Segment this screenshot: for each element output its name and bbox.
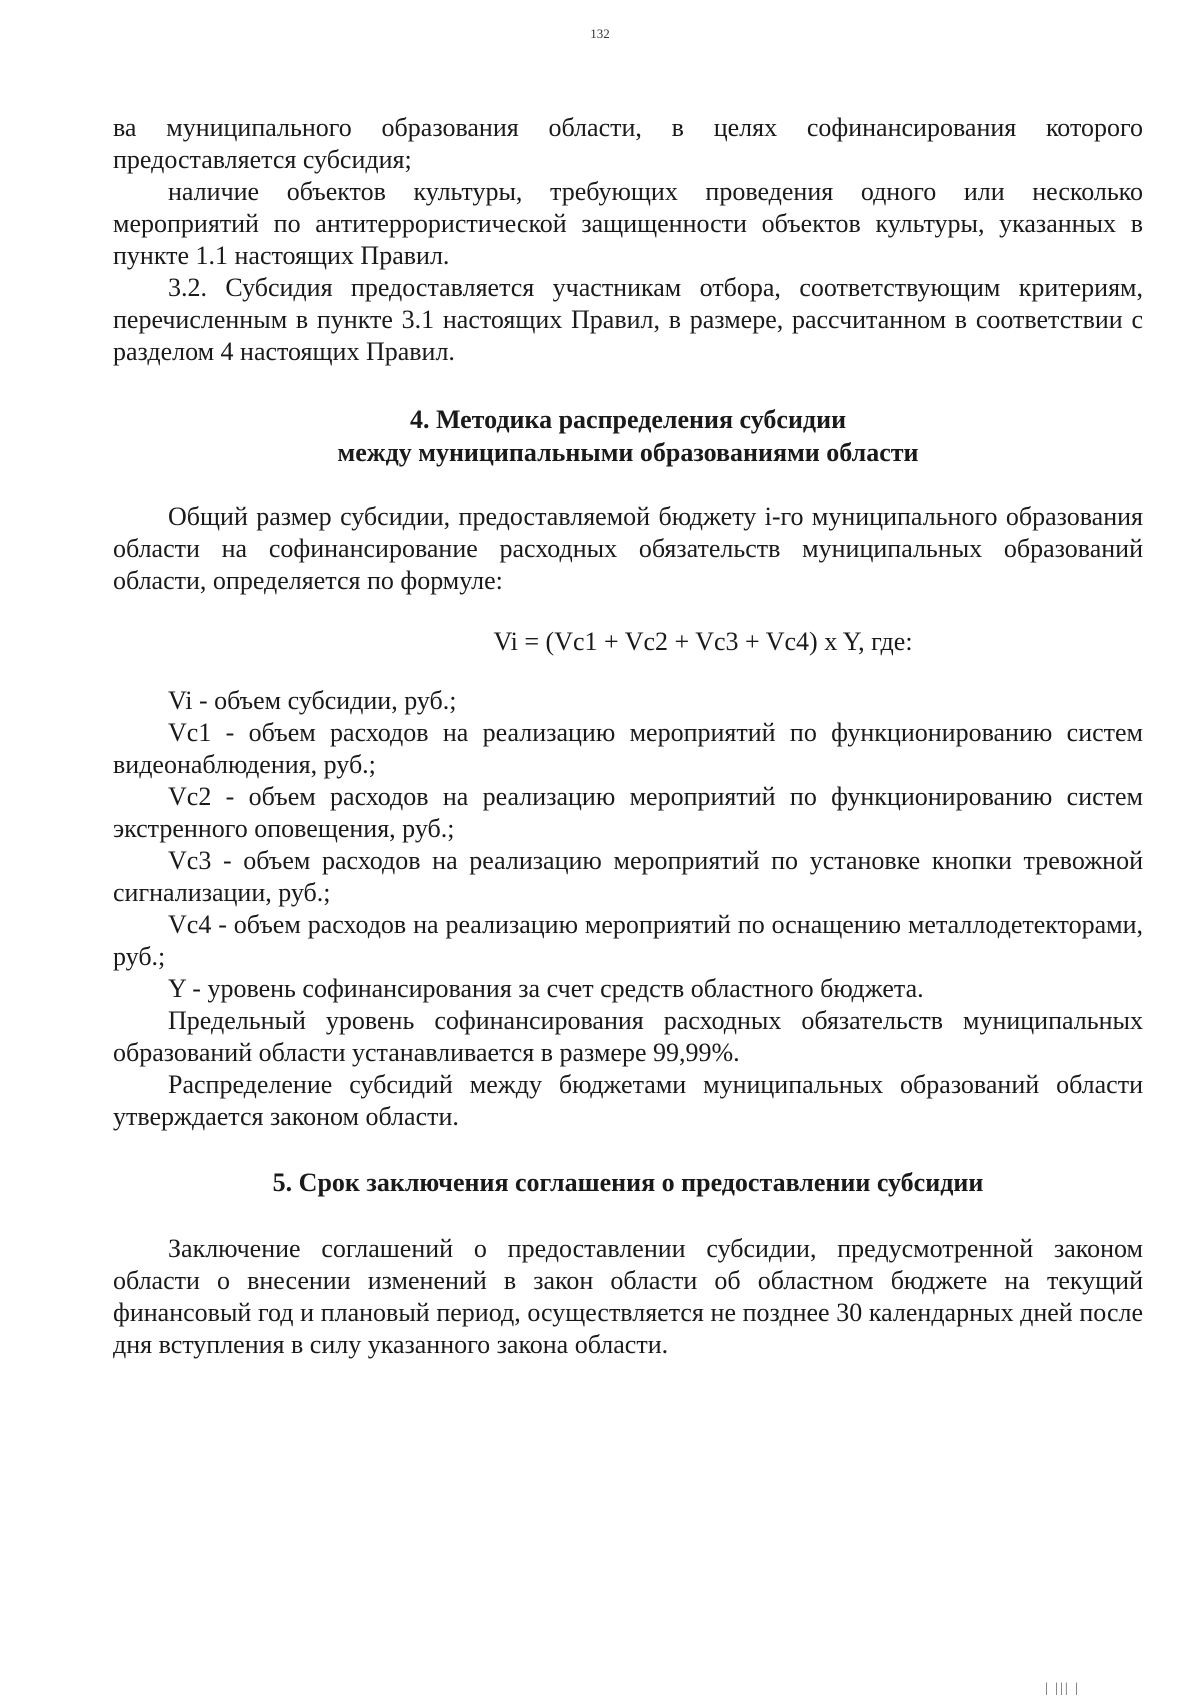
scan-marks: | ||| | — [1044, 1681, 1080, 1696]
page-number: 132 — [590, 26, 610, 41]
document-body — [113, 112, 1143, 1361]
paragraph-criterion: наличие объектов культуры, требующих проведения одного или несколько мероприятий по антитеррористической защищенности объектов культуры, указанных в пункте 1.1 настоящих Правил. — [113, 177, 1143, 270]
paragraph-3-2: 3.2. Субсидия предоставляется участникам отбора, соответствующим критериям, перечисленным в пункте 3.1 настоящих Правил, в размере, рассчитанном в соответствии с разделом 4 настоящих Правил. — [113, 273, 1143, 366]
paragraph-formula-intro: Общий размер субсидии, предоставляемой бюджету i-го муниципального образования области на софинансирование расходных обязательств муниципальных образований области, определяется по формуле: — [113, 502, 1143, 595]
section-4-heading — [113, 403, 1143, 469]
paragraph-agreement-deadline: Заключение соглашений о предоставлении субсидии, предусмотренной законом области о внесении изменений в закон области об областном бюджете на текущий финансовый год и плановый период, осуществляется не позднее 30 календарных дней после дня вступления в силу указанного закона области. — [113, 1234, 1143, 1359]
definition-vi: Vi - объем субсидии, руб.; — [168, 686, 457, 715]
section-5-heading: 5. Срок заключения соглашения о предоставлении субсидии — [272, 1168, 984, 1197]
paragraph-limit: Предельный уровень софинансирования расходных обязательств муниципальных образований области устанавливается в размере 99,99%. — [113, 1006, 1143, 1067]
paragraph-continuation: ва муниципального образования области, в целях софинансирования которого предоставляется субсидия; — [113, 113, 1143, 174]
definition-vc2: Vc2 - объем расходов на реализацию мероприятий по функционированию систем экстренного оповещения, руб.; — [113, 782, 1143, 843]
paragraph-distribution: Распределение субсидий между бюджетами муниципальных образований области утверждается законом области. — [113, 1070, 1143, 1131]
formula: Vi = (Vc1 + Vc2 + Vc3 + Vc4) x Y, где: — [493, 627, 913, 656]
section-4-heading-line-1: 4. Методика распределения субсидии — [409, 405, 847, 434]
definition-vc1: Vc1 - объем расходов на реализацию мероприятий по функционированию систем видеонаблюдения, руб.; — [113, 718, 1143, 779]
definition-vc3: Vc3 - объем расходов на реализацию мероприятий по установке кнопки тревожной сигнализации, руб.; — [113, 846, 1143, 907]
definition-y: Y - уровень софинансирования за счет средств областного бюджета. — [168, 974, 924, 1003]
section-4-heading-line-2: между муниципальными образованиями области — [337, 438, 919, 467]
definition-vc4: Vc4 - объем расходов на реализацию мероприятий по оснащению металлодетекторами, руб.; — [113, 910, 1143, 971]
